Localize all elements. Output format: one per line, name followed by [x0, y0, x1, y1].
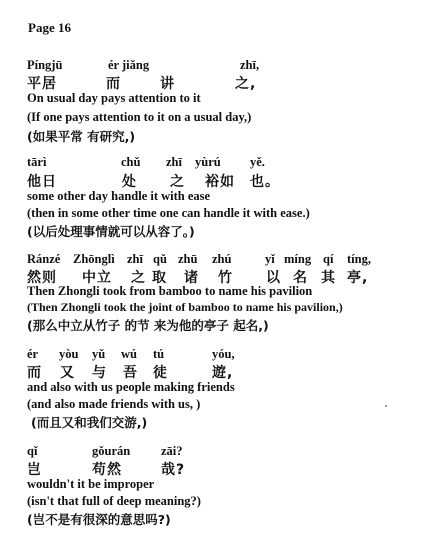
hanzi: 取: [152, 270, 167, 286]
chinese-explanation: (岂不是有很深的意思吗?): [27, 512, 171, 527]
hanzi: 哉?: [161, 462, 186, 478]
hanzi: 平居: [27, 76, 57, 92]
hanzi: 而: [106, 76, 121, 92]
chinese-explanation: (如果平常 有研究,): [27, 129, 136, 144]
pinyin: ér: [27, 347, 39, 361]
pinyin: zhú: [212, 252, 232, 266]
hanzi: 诸: [184, 270, 199, 286]
pinyin: Zhōnglì: [73, 252, 115, 266]
chinese-explanation: (那么中立从竹子 的节 来为他的亭子 起名,): [27, 318, 269, 333]
hanzi: 竹: [218, 270, 233, 286]
english-translation: (If one pays attention to it on a usual day,): [27, 110, 252, 124]
page-number: Page 16: [28, 20, 71, 35]
hanzi: 他日: [27, 174, 57, 190]
chinese-explanation: (而且又和我们交游,): [31, 415, 148, 430]
pinyin: Píngjū: [27, 58, 63, 72]
pinyin: qí: [323, 252, 334, 266]
pinyin: míng: [284, 252, 312, 266]
pinyin: yóu,: [212, 347, 235, 361]
hanzi: 岂: [27, 462, 42, 478]
hanzi: 处: [122, 174, 137, 190]
pinyin: zāi?: [161, 444, 183, 458]
pinyin: yǐ: [265, 252, 275, 266]
hanzi: 又: [60, 365, 75, 381]
hanzi: 徒: [153, 365, 168, 381]
hanzi: 以: [266, 270, 281, 286]
pinyin: qǐ: [27, 444, 38, 458]
hanzi: 裕如: [205, 174, 235, 190]
pinyin: ér jiǎng: [108, 58, 150, 72]
hanzi: 亭,: [347, 270, 369, 286]
english-translation: (Then Zhongli took the joint of bamboo to name his pavilion,): [27, 300, 343, 314]
hanzi: 之: [131, 270, 146, 286]
hanzi: 中立: [82, 270, 112, 286]
english-translation: (then in some other time one can handle it with ease.): [27, 206, 310, 220]
pinyin: zhī: [127, 252, 143, 266]
pinyin: qǔ: [153, 252, 167, 266]
pinyin: zhī: [166, 155, 182, 169]
pinyin: tārì: [27, 155, 47, 169]
hanzi: 之: [170, 174, 185, 190]
english-gloss: Then Zhongli took from bamboo to name his pavilion: [27, 284, 313, 298]
hanzi: 之,: [235, 76, 257, 92]
hanzi: 其: [321, 270, 336, 286]
hanzi: 吾: [123, 365, 138, 381]
hanzi: 苟然: [92, 462, 122, 478]
pinyin: yòu: [59, 347, 79, 361]
hanzi: 名: [293, 270, 308, 286]
pinyin: chǔ: [121, 155, 141, 169]
hanzi: 也。: [250, 174, 280, 190]
pinyin: yùrú: [195, 155, 221, 169]
pinyin: tíng,: [347, 252, 371, 266]
pinyin: zhī,: [240, 58, 260, 72]
hanzi: 讲: [160, 76, 175, 92]
chinese-explanation: (以后处理事情就可以从容了。): [27, 224, 195, 239]
english-gloss: On usual day pays attention to it: [27, 91, 201, 105]
english-gloss: wouldn't it be improper: [27, 477, 155, 491]
pinyin: wú: [121, 347, 137, 361]
hanzi: 然则: [27, 270, 57, 286]
hanzi: 而: [27, 365, 42, 381]
english-gloss: some other day handle it with ease: [27, 189, 211, 203]
hanzi: 遊,: [212, 365, 234, 381]
english-translation: (and also made friends with us, ): [27, 397, 201, 411]
ink-speck: [385, 405, 387, 407]
pinyin: yě.: [250, 155, 265, 169]
pinyin: yǔ: [92, 347, 106, 361]
pinyin: Ránzé: [27, 252, 61, 266]
english-translation: (isn't that full of deep meaning?): [27, 494, 201, 508]
english-gloss: and also with us people making friends: [27, 380, 235, 394]
pinyin: zhū: [178, 252, 198, 266]
pinyin: gǒurán: [92, 444, 131, 458]
pinyin: tú: [153, 347, 165, 361]
hanzi: 与: [92, 365, 107, 381]
